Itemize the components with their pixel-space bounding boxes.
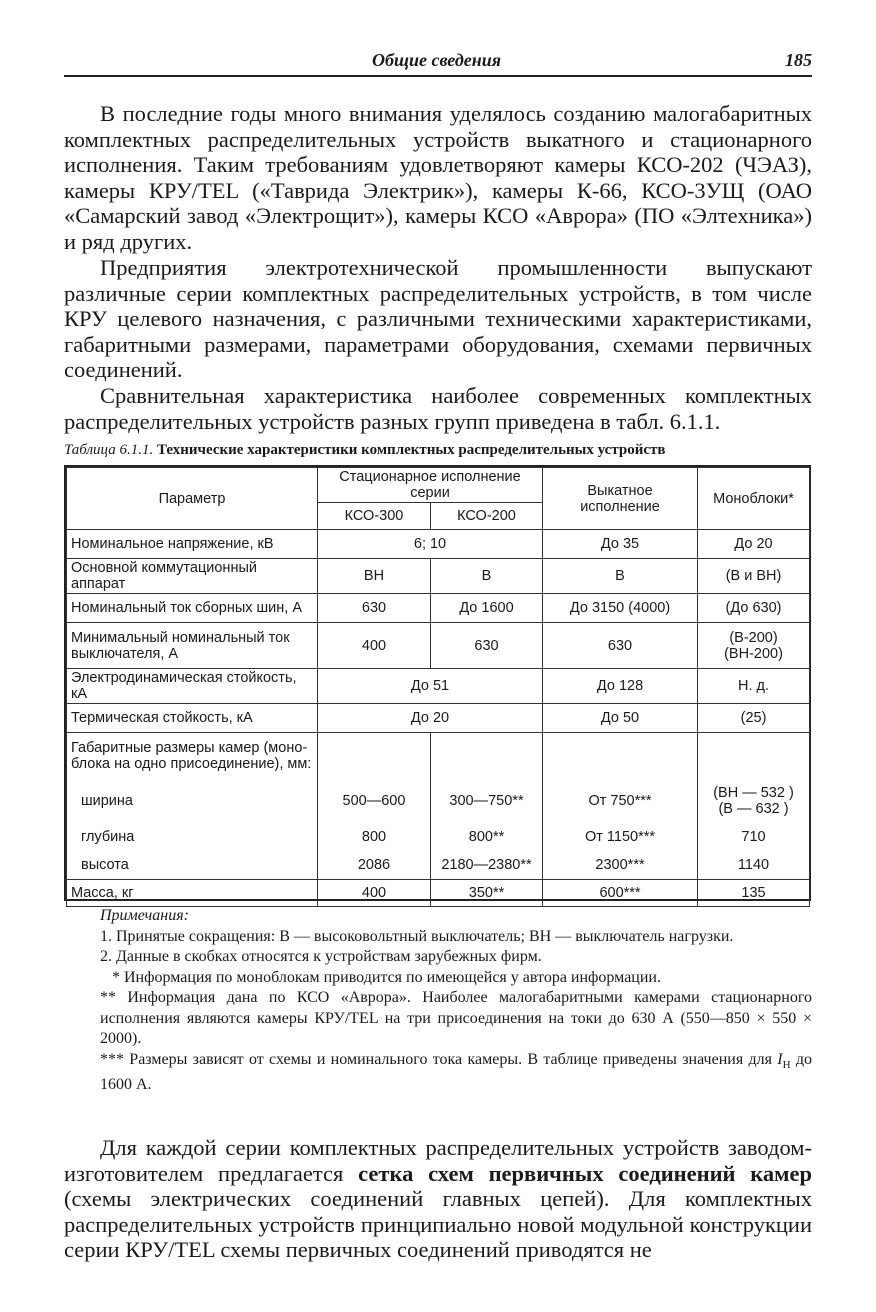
cell-value: (В и ВН) xyxy=(698,559,810,594)
table-row xyxy=(67,669,810,704)
note-3: * Информация по моноблокам приводится по имеющейся у автора информации. xyxy=(112,968,661,986)
table-caption xyxy=(64,442,824,459)
table-header-row xyxy=(67,468,810,503)
page-number: 185 xyxy=(785,50,812,70)
cell-value-line: (В-200) xyxy=(729,629,778,646)
table-row xyxy=(67,594,810,623)
table-row xyxy=(67,779,810,823)
cell-value-line: (В — 632 ) xyxy=(718,800,789,817)
cell-value: 135 xyxy=(698,880,810,907)
cell-value: До 20 xyxy=(698,530,810,559)
cell-value: До 50 xyxy=(543,704,698,733)
paragraph-4-text: Для каждой серии комплектных распределительных устройств заводом-изготовителем предлагается xyxy=(64,1135,812,1186)
notes-title: Примечания: xyxy=(100,907,189,924)
header-withdrawable: Выкатное исполнение xyxy=(543,468,698,530)
cell-label: Номинальное напряжение, кВ xyxy=(67,530,318,559)
cell-label-line: выключателя, А xyxy=(71,645,179,662)
cell-label: ширина xyxy=(67,779,318,823)
cell-value: До 3150 (4000) xyxy=(543,594,698,623)
table-row xyxy=(67,852,810,880)
cell-value xyxy=(698,623,810,669)
cell-label xyxy=(67,733,318,779)
cell-empty xyxy=(318,733,431,779)
paragraph-1-text: В последние годы много внимания уделялось созданию малогабаритных комплектных распределительных устройств выкатного и стационарного исполнения. Таким требованиям удовлетворяют камеры КСО-202 (ЧЭАЗ), камеры КРУ/TEL («Таврида Электрик»), камеры К-66, КСО-3УЩ (ОАО «Самарский завод «Электрощит»), камеры КСО «Аврора» (ПО «Элтехника») и ряд других. xyxy=(64,101,812,254)
cell-label: высота xyxy=(67,852,318,880)
cell-label: Электродинамическая стойкость, кА xyxy=(67,669,318,704)
cell-empty xyxy=(698,733,810,779)
cell-value: 800** xyxy=(431,823,543,852)
cell-value: 2180—2380** xyxy=(431,852,543,880)
note-5-tail: до 1600 А. xyxy=(100,1050,813,1094)
table-row xyxy=(67,704,810,733)
cell-empty xyxy=(431,733,543,779)
paragraph-4 xyxy=(64,1135,812,1263)
cell-value: 300—750** xyxy=(431,779,543,823)
table-row xyxy=(67,733,810,779)
table-notes xyxy=(64,906,812,1096)
note-5-text: *** Размеры зависят от схемы и номинального тока камеры. В таблице приведены значения для xyxy=(100,1050,778,1068)
paragraph-4-tail: (схемы электрических соединений главных цепей). Для комплектных распределительных устройств принципиально новой модульной конструкции серии КРУ/TEL схемы первичных соединений приводятся не xyxy=(64,1186,812,1263)
cell-value: 500—600 xyxy=(318,779,431,823)
cell-value-line: (ВН-200) xyxy=(724,645,783,662)
cell-value: (До 630) xyxy=(698,594,810,623)
cell-label-line: блока на одно присоединение), мм: xyxy=(71,755,312,772)
cell-value: 2086 xyxy=(318,852,431,880)
table-row xyxy=(67,823,810,852)
note-2: 2. Данные в скобках относятся к устройствам зарубежных фирм. xyxy=(100,948,542,965)
table-row xyxy=(67,530,810,559)
cell-value: 630 xyxy=(318,594,431,623)
cell-value: В xyxy=(431,559,543,594)
paragraph-2-text: Предприятия электротехнической промышленности выпускают различные серии комплектных распределительных устройств, в том числе КРУ целевого назначения, с различными техническими характеристиками, габаритными размерами, параметрами оборудования, схемами первичных соединений. xyxy=(64,255,812,383)
note-5 xyxy=(64,1050,812,1096)
header-monoblock: Моноблоки* xyxy=(698,468,810,530)
cell-value xyxy=(698,779,810,823)
cell-value: 800 xyxy=(318,823,431,852)
cell-label-line: Габаритные размеры камер (моно- xyxy=(71,739,308,756)
cell-value: До 1600 xyxy=(431,594,543,623)
cell-value: До 20 xyxy=(318,704,543,733)
current-subscript: Н xyxy=(782,1058,791,1071)
cell-value: 6; 10 xyxy=(318,530,543,559)
section-title: Общие сведения xyxy=(372,50,502,70)
cell-value: 630 xyxy=(431,623,543,669)
running-header xyxy=(64,48,812,78)
header-kso300: КСО-300 xyxy=(318,503,431,530)
table-caption-title: Технические характеристики комплектных распределительных устройств xyxy=(156,442,666,458)
header-param: Параметр xyxy=(67,468,318,530)
cell-label: Термическая стойкость, кА xyxy=(67,704,318,733)
cell-label: Масса, кг xyxy=(67,880,318,907)
cell-value: Н. д. xyxy=(698,669,810,704)
cell-value: В xyxy=(543,559,698,594)
cell-label: Номинальный ток сборных шин, А xyxy=(67,594,318,623)
table-row xyxy=(67,559,810,594)
cell-value: ВН xyxy=(318,559,431,594)
cell-value: 1140 xyxy=(698,852,810,880)
cell-value: От 1150*** xyxy=(543,823,698,852)
table-row xyxy=(67,880,810,907)
header-stationary: Стационарное исполнение серии xyxy=(318,468,543,503)
spec-table-frame xyxy=(64,465,811,901)
cell-label: Основной коммутационный аппарат xyxy=(67,559,318,594)
paragraph-3 xyxy=(64,383,812,434)
cell-label-line: Минимальный номинальный ток xyxy=(71,629,290,646)
paragraph-3-text: Сравнительная характеристика наиболее современных комплектных распределительных устройств разных групп приведена в табл. 6.1.1. xyxy=(64,383,812,434)
cell-value: От 750*** xyxy=(543,779,698,823)
table-row xyxy=(67,623,810,669)
table-caption-label: Таблица 6.1.1. xyxy=(64,442,154,458)
cell-value: 350** xyxy=(431,880,543,907)
note-1: 1. Принятые сокращения: В — высоковольтный выключатель; ВН — выключатель нагрузки. xyxy=(100,927,734,945)
cell-value: До 128 xyxy=(543,669,698,704)
cell-value: (25) xyxy=(698,704,810,733)
paragraph-4-emphasis: сетка схем первичных соединений камер xyxy=(358,1160,813,1186)
cell-value: До 35 xyxy=(543,530,698,559)
note-4: ** Информация дана по КСО «Аврора». Наиболее малогабаритными камерами стационарного исполнения являются камеры КРУ/TEL на три присоединения на токи до 630 А (550—850 × 550 × 2000). xyxy=(100,989,812,1047)
cell-value: 2300*** xyxy=(543,852,698,880)
paragraph-2 xyxy=(64,255,812,383)
cell-value: До 51 xyxy=(318,669,543,704)
current-symbol: I xyxy=(777,1050,783,1068)
header-kso200: КСО-200 xyxy=(431,503,543,530)
cell-empty xyxy=(543,733,698,779)
cell-value: 400 xyxy=(318,623,431,669)
cell-value: 400 xyxy=(318,880,431,907)
paragraph-1 xyxy=(64,101,812,255)
cell-label: глубина xyxy=(67,823,318,852)
cell-value: 600*** xyxy=(543,880,698,907)
header-rule xyxy=(64,75,812,77)
cell-value: 710 xyxy=(698,823,810,852)
cell-value-line: (ВН — 532 ) xyxy=(713,784,794,801)
cell-label xyxy=(67,623,318,669)
spec-table xyxy=(66,467,810,907)
cell-value: 630 xyxy=(543,623,698,669)
